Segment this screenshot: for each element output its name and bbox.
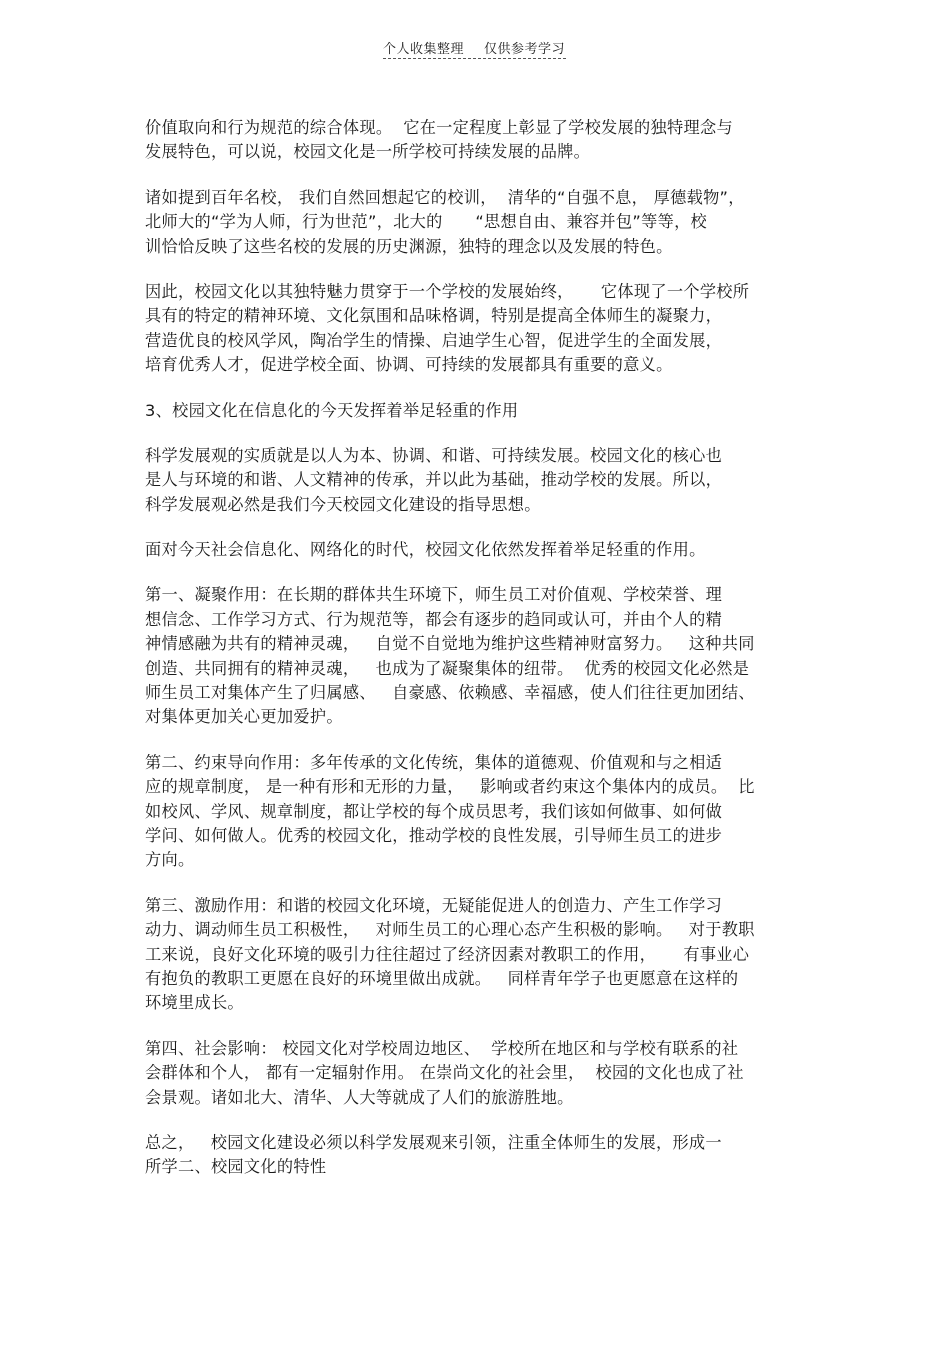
text-line: 师生员工对集体产生了归属感、 自豪感、依赖感、幸福感，使人们往往更加团结、 <box>145 683 755 703</box>
text-line: 价值取向和行为规范的综合体现。 它在一定程度上彰显了学校发展的独特理念与 <box>145 118 733 137</box>
paragraph <box>145 399 815 423</box>
text-line: 想信念、工作学习方式、行为规范等，都会有逐步的趋同或认可，并由个人的精 <box>145 609 723 629</box>
text-line: 创造、共同拥有的精神灵魂， 也成为了凝聚集体的纽带。 优秀的校园文化必然是 <box>145 658 750 678</box>
paragraph <box>145 280 815 378</box>
text-line: 第四、社会影响： 校园文化对学校周边地区、 学校所在地区和与学校有联系的社 <box>145 1038 739 1058</box>
header-right-text: 仅供参考学习 <box>484 42 566 57</box>
text-line: 营造优良的校风学风，陶冶学生的情操、启迪学生心智，促进学生的全面发展， <box>145 330 723 350</box>
text-line: 培育优秀人才，促进学校全面、协调、可持续的发展都具有重要的意义。 <box>145 355 673 375</box>
paragraph <box>145 186 815 259</box>
paragraph <box>145 116 815 165</box>
paragraph <box>145 894 815 1016</box>
text-line: 科学发展观的实质就是以人为本、协调、和谐、可持续发展。校园文化的核心也 <box>145 445 723 465</box>
text-line: 方向。 <box>145 850 195 870</box>
page-header <box>383 38 566 59</box>
text-line: 训恰恰反映了这些名校的发展的历史渊源，独特的理念以及发展的特色。 <box>145 236 673 256</box>
paragraph <box>145 583 815 729</box>
text-line: 是人与环境的和谐、人文精神的传承，并以此为基础，推动学校的发展。所以， <box>145 470 723 490</box>
text-line: 科学发展观必然是我们今天校园文化建设的指导思想。 <box>145 494 541 514</box>
paragraph <box>145 751 815 873</box>
text-line: 神情感融为共有的精神灵魂， 自觉不自觉地为维护这些精神财富努力。 这种共同 <box>145 634 755 654</box>
text-line: 动力、调动师生员工积极性， 对师生员工的心理心态产生积极的影响。 对于教职 <box>145 920 755 940</box>
paragraph <box>145 538 815 562</box>
text-line: 所学二、校园文化的特性 <box>145 1157 327 1177</box>
text-line: 会景观。诸如北大、清华、人大等就成了人们的旅游胜地。 <box>145 1087 574 1107</box>
text-line: 第一、凝聚作用：在长期的群体共生环境下，师生员工对价值观、学校荣誉、理 <box>145 585 723 605</box>
document-body <box>145 116 815 1201</box>
text-line: 环境里成长。 <box>145 993 244 1013</box>
text-line: 对集体更加关心更加爱护。 <box>145 707 343 727</box>
paragraph <box>145 1037 815 1110</box>
text-line: 诸如提到百年名校， 我们自然回想起它的校训， 清华的“自强不息， 厚德载物”， <box>145 187 745 207</box>
text-line: 面对今天社会信息化、网络化的时代，校园文化依然发挥着举足轻重的作用。 <box>145 540 706 560</box>
paragraph <box>145 444 815 517</box>
text-line: 有抱负的教职工更愿在良好的环境里做出成就。 同样青年学子也更愿意在这样的 <box>145 968 739 988</box>
text-line: 工来说，良好文化环境的吸引力往往超过了经济因素对教职工的作用， 有事业心 <box>145 944 750 964</box>
text-line: 第三、激励作用：和谐的校园文化环境，无疑能促进人的创造力、产生工作学习 <box>145 895 723 915</box>
text-line: 发展特色，可以说，校园文化是一所学校可持续发展的品牌。 <box>145 142 591 162</box>
text-line: 如校风、学风、规章制度，都让学校的每个成员思考，我们该如何做事、如何做 <box>145 801 723 821</box>
paragraph <box>145 1131 815 1180</box>
text-line: 北师大的“学为人师，行为世范”，北大的 “思想自由、兼容并包”等等，校 <box>145 212 708 232</box>
text-line: 会群体和个人， 都有一定辐射作用。 在崇尚文化的社会里， 校园的文化也成了社 <box>145 1063 744 1083</box>
text-line: 学问、如何做人。优秀的校园文化，推动学校的良性发展，引导师生员工的进步 <box>145 825 723 845</box>
text-line: 因此，校园文化以其独特魅力贯穿于一个学校的发展始终， 它体现了一个学校所 <box>145 281 750 301</box>
header-left-text: 个人收集整理 <box>383 42 465 57</box>
text-line: 3、校园文化在信息化的今天发挥着举足轻重的作用 <box>145 400 519 420</box>
text-line: 应的规章制度， 是一种有形和无形的力量， 影响或者约束这个集体内的成员。 比 <box>145 777 755 797</box>
text-line: 具有的特定的精神环境、文化氛围和品味格调，特别是提高全体师生的凝聚力， <box>145 306 723 326</box>
text-line: 第二、约束导向作用：多年传承的文化传统，集体的道德观、价值观和与之相适 <box>145 752 723 772</box>
text-line: 总之， 校园文化建设必须以科学发展观来引领，注重全体师生的发展，形成一 <box>145 1132 722 1152</box>
